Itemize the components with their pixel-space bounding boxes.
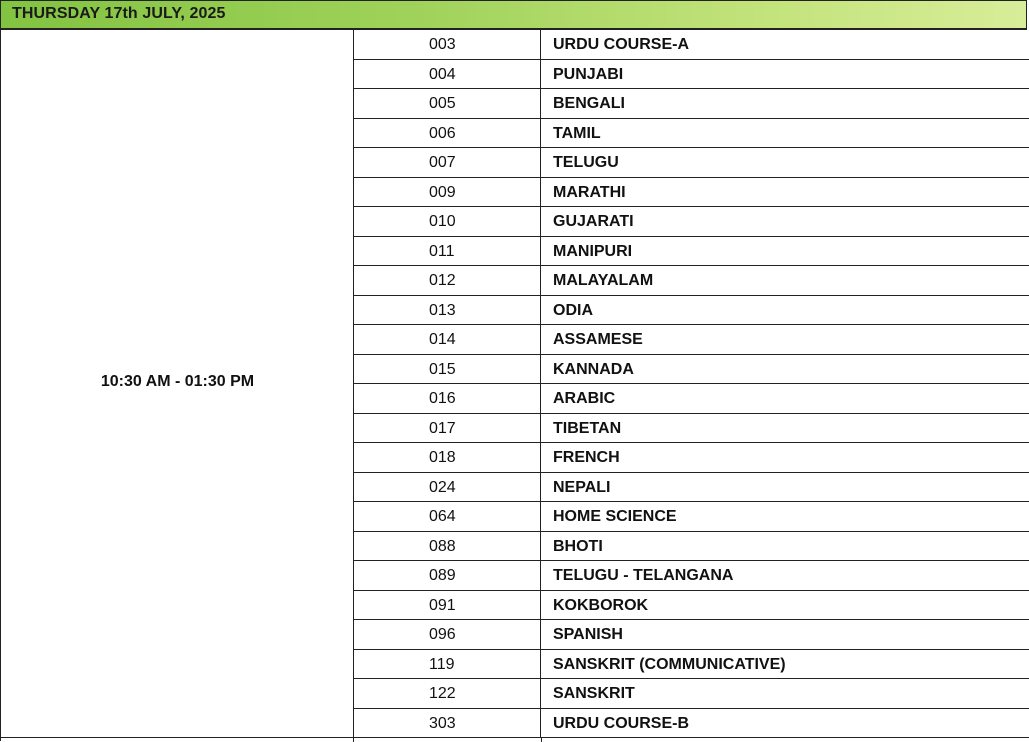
subject-code-cell <box>354 119 541 148</box>
subject-name: GUJARATI <box>553 213 634 230</box>
table-row <box>354 207 1029 237</box>
subject-name-cell <box>541 591 1029 620</box>
subject-code: 010 <box>429 213 456 230</box>
subject-name-cell <box>541 30 1029 59</box>
table-row <box>354 355 1029 385</box>
table-row <box>354 591 1029 621</box>
table-row <box>354 620 1029 650</box>
subject-name: TAMIL <box>553 124 601 142</box>
table-row <box>354 532 1029 562</box>
subject-code: 004 <box>429 65 456 83</box>
subject-name: TELUGU - TELANGANA <box>553 567 734 584</box>
time-slot-label: 10:30 AM - 01:30 PM <box>100 373 255 390</box>
subject-code-cell <box>354 591 541 620</box>
subject-name: MALAYALAM <box>553 272 654 289</box>
subject-code: 017 <box>429 419 456 437</box>
subject-code: 122 <box>429 685 456 702</box>
subject-code-cell <box>354 30 541 59</box>
table-row <box>354 384 1029 414</box>
subject-rows <box>354 30 1029 738</box>
date-header <box>0 0 1027 30</box>
subject-code-cell <box>354 414 541 443</box>
subject-code: 024 <box>429 478 456 496</box>
subject-code-cell <box>354 443 541 472</box>
table-bottom-edge <box>1 737 1029 742</box>
subject-code: 011 <box>429 242 455 260</box>
table-row <box>354 60 1029 90</box>
subject-code: 016 <box>429 390 456 407</box>
subject-code: 009 <box>429 183 456 201</box>
subject-name-cell <box>541 119 1029 148</box>
subject-name-cell <box>541 709 1029 738</box>
subject-code-cell <box>354 325 541 354</box>
subject-name: BHOTI <box>553 537 603 555</box>
table-row <box>354 266 1029 296</box>
subject-name-cell <box>541 178 1029 207</box>
subject-name-cell <box>541 561 1029 590</box>
subject-code-cell <box>354 207 541 236</box>
subject-code: 006 <box>429 124 456 142</box>
subject-name: TELUGU <box>553 154 619 171</box>
subject-code-cell <box>354 148 541 177</box>
subject-code-cell <box>354 709 541 738</box>
subject-code: 119 <box>429 655 455 673</box>
subject-name-cell <box>541 148 1029 177</box>
table-row <box>354 148 1029 178</box>
subject-code: 064 <box>429 508 456 525</box>
subject-name: URDU COURSE-B <box>553 714 689 732</box>
subject-name: SPANISH <box>553 626 623 643</box>
subject-name: KOKBOROK <box>553 596 649 614</box>
table-row <box>354 650 1029 680</box>
subject-name: ARABIC <box>553 390 616 407</box>
subject-code-cell <box>354 561 541 590</box>
subject-name-cell <box>541 355 1029 384</box>
subject-code: 091 <box>429 596 456 614</box>
subject-name-cell <box>541 266 1029 295</box>
subject-code-cell <box>354 89 541 118</box>
subject-code: 015 <box>429 360 456 378</box>
subject-name-cell <box>541 296 1029 325</box>
table-row <box>354 679 1029 709</box>
table-row <box>354 237 1029 267</box>
subject-code-cell <box>354 296 541 325</box>
subject-code: 007 <box>429 154 456 171</box>
subject-code: 303 <box>429 714 456 732</box>
subject-name: MARATHI <box>553 183 626 201</box>
subject-code-cell <box>354 237 541 266</box>
table-row <box>354 561 1029 591</box>
subject-name-cell <box>541 89 1029 118</box>
subject-name: FRENCH <box>553 449 620 466</box>
subject-name: HOME SCIENCE <box>553 508 677 525</box>
subject-name-cell <box>541 60 1029 89</box>
table-row <box>354 296 1029 326</box>
subject-code: 012 <box>429 272 456 289</box>
subject-code-cell <box>354 384 541 413</box>
table-row <box>354 709 1029 739</box>
subject-name-cell <box>541 502 1029 531</box>
subject-name: URDU COURSE-A <box>553 36 689 53</box>
subject-name-cell <box>541 325 1029 354</box>
table-row <box>354 30 1029 60</box>
subject-name: MANIPURI <box>553 242 633 260</box>
subject-code-cell <box>354 502 541 531</box>
subject-name: SANSKRIT <box>553 685 635 702</box>
subject-code: 013 <box>429 301 456 319</box>
subject-code: 018 <box>429 449 456 466</box>
table-row <box>354 443 1029 473</box>
subject-code-cell <box>354 266 541 295</box>
subject-name-cell <box>541 620 1029 649</box>
subject-code: 088 <box>429 537 456 555</box>
table-row <box>354 325 1029 355</box>
subject-name-cell <box>541 443 1029 472</box>
subject-code-cell <box>354 650 541 679</box>
subject-name: NEPALI <box>553 478 611 496</box>
subject-name-cell <box>541 384 1029 413</box>
subject-code: 003 <box>429 36 456 53</box>
subject-name: PUNJABI <box>553 65 624 83</box>
subject-code-cell <box>354 532 541 561</box>
schedule-table <box>0 30 1029 741</box>
table-row <box>354 502 1029 532</box>
subject-code-cell <box>354 178 541 207</box>
subject-code: 096 <box>429 626 456 643</box>
subject-name-cell <box>541 532 1029 561</box>
table-row <box>354 178 1029 208</box>
subject-code-cell <box>354 620 541 649</box>
subject-name-cell <box>541 414 1029 443</box>
subject-name-cell <box>541 207 1029 236</box>
subject-name-cell <box>541 650 1029 679</box>
subject-code-cell <box>354 679 541 708</box>
subject-code-cell <box>354 473 541 502</box>
subject-name: TIBETAN <box>553 419 622 437</box>
subject-code-cell <box>354 355 541 384</box>
time-slot-cell <box>1 30 354 737</box>
subject-code: 005 <box>429 95 456 112</box>
table-row <box>354 414 1029 444</box>
subject-name-cell <box>541 237 1029 266</box>
subject-name: SANSKRIT (COMMUNICATIVE) <box>553 655 786 673</box>
table-row <box>354 89 1029 119</box>
subject-name-cell <box>541 679 1029 708</box>
subject-name: ASSAMESE <box>553 331 643 348</box>
subject-name-cell <box>541 473 1029 502</box>
subject-name: KANNADA <box>553 360 634 378</box>
subject-code-cell <box>354 60 541 89</box>
subject-code: 014 <box>429 331 456 348</box>
table-row <box>354 119 1029 149</box>
date-header-label: THURSDAY 17th JULY, 2025 <box>12 5 226 22</box>
subject-code: 089 <box>429 567 456 584</box>
table-row <box>354 473 1029 503</box>
subject-name: ODIA <box>553 301 593 319</box>
subject-name: BENGALI <box>553 95 625 112</box>
